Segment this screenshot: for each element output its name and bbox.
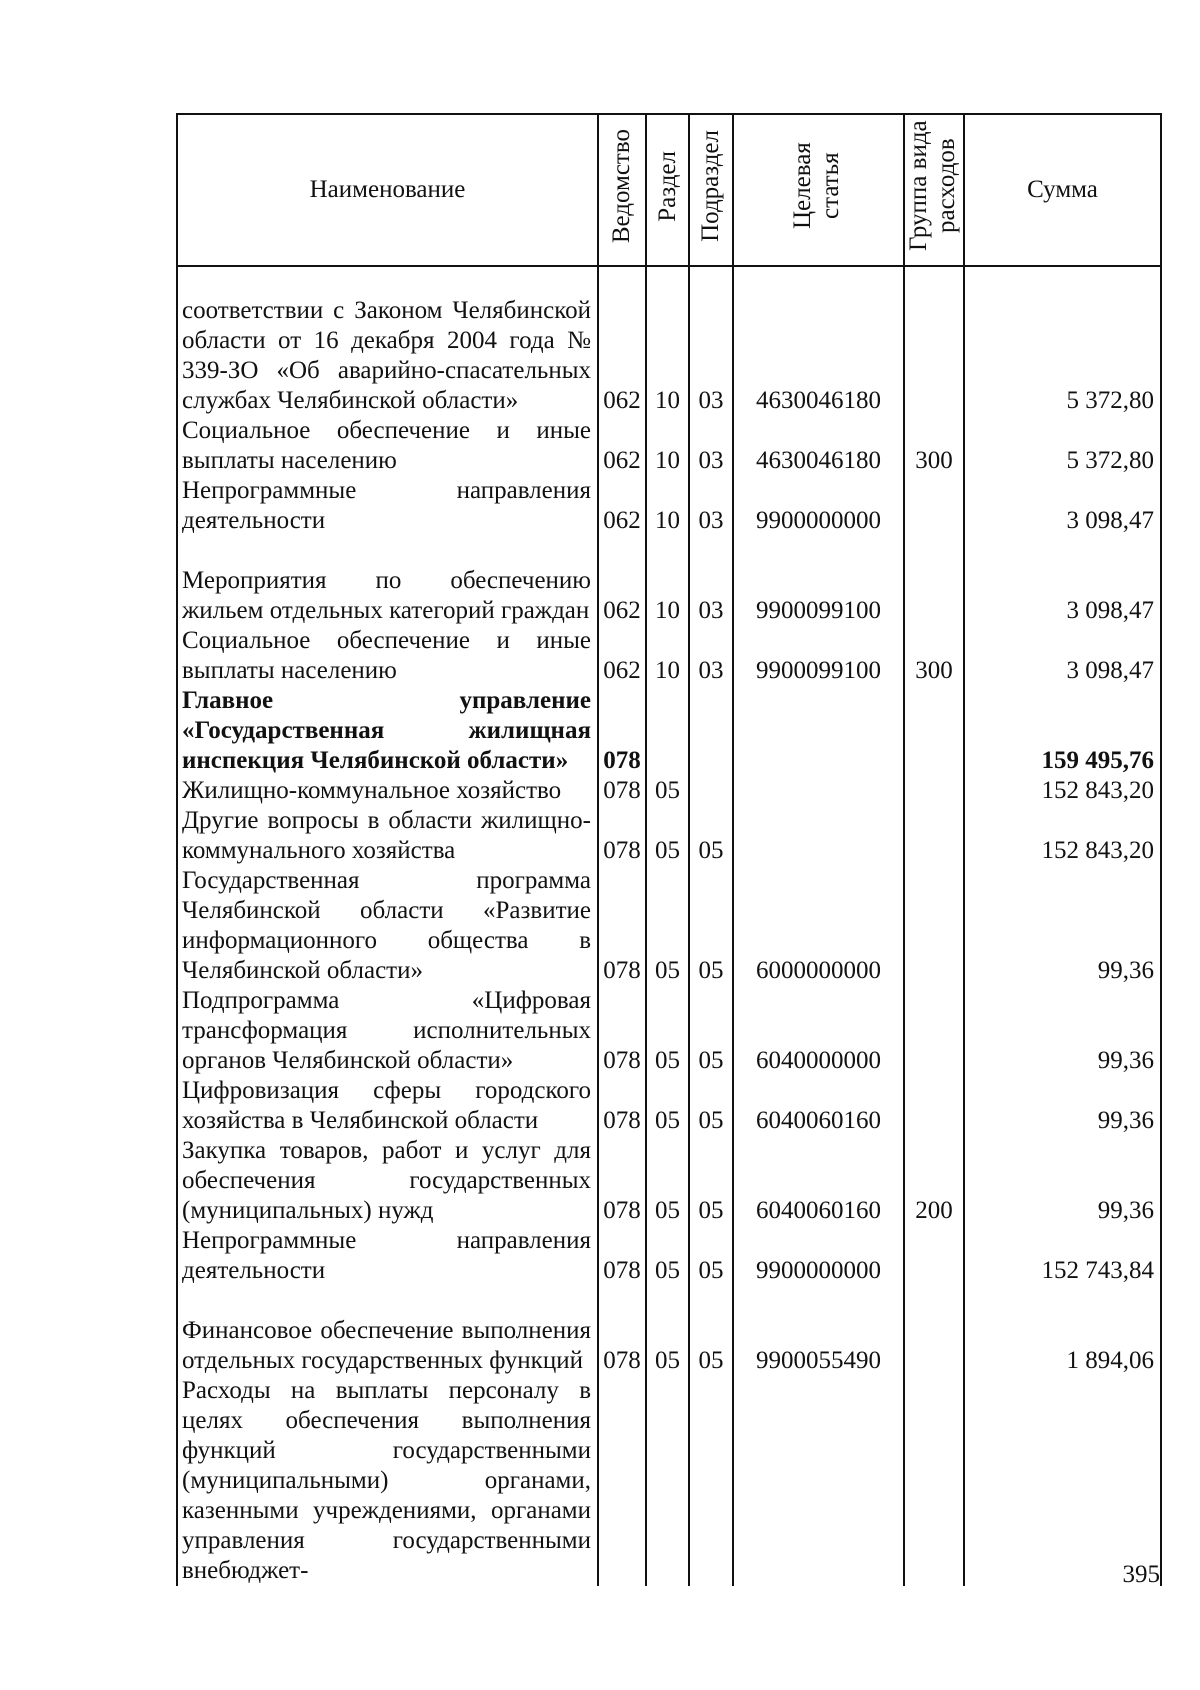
cell-pod: 05	[689, 986, 733, 1076]
cell-cel: 9900055490	[733, 1286, 904, 1376]
cell-raz: 05	[646, 1226, 689, 1286]
cell-raz: 05	[646, 986, 689, 1076]
cell-raz: 05	[646, 1286, 689, 1376]
cell-grp	[904, 266, 964, 416]
cell-pod: 03	[689, 266, 733, 416]
cell-name: Государственная программа Челябинской области «Развитие информационного общества в Челябинской области»	[177, 866, 598, 986]
cell-raz	[646, 686, 689, 776]
cell-name: Социальное обеспечение и иные выплаты населению	[177, 416, 598, 476]
cell-ved: 062	[598, 536, 646, 626]
cell-pod: 05	[689, 1136, 733, 1226]
cell-cel	[733, 686, 904, 776]
cell-ved: 078	[598, 806, 646, 866]
table-row	[177, 1136, 1161, 1226]
cell-pod: 05	[689, 1286, 733, 1376]
cell-cel: 9900099100	[733, 536, 904, 626]
cell-pod	[689, 686, 733, 776]
cell-grp	[904, 866, 964, 986]
header-gruppa: Группа вида расходов	[904, 114, 964, 266]
cell-grp	[904, 686, 964, 776]
cell-ved: 078	[598, 686, 646, 776]
cell-name: Главное управление «Государственная жилищная инспекция Челябинской области»	[177, 686, 598, 776]
cell-name: соответствии с Законом Челябинской области от 16 декабря 2004 года № 339-ЗО «Об аварийно-спасательных службах Челябинской области»	[177, 266, 598, 416]
cell-name: Подпрограмма «Цифровая трансформация исполнительных органов Челябинской области»	[177, 986, 598, 1076]
cell-sum: 152 843,20	[964, 776, 1161, 806]
cell-raz: 05	[646, 1136, 689, 1226]
cell-cel	[733, 1376, 904, 1586]
cell-cel: 6040060160	[733, 1136, 904, 1226]
cell-grp	[904, 776, 964, 806]
cell-pod	[689, 776, 733, 806]
cell-ved: 078	[598, 986, 646, 1076]
cell-ved: 078	[598, 1076, 646, 1136]
cell-sum: 99,36	[964, 1136, 1161, 1226]
cell-name: Непрограммные направления деятельности	[177, 476, 598, 536]
table-row	[177, 776, 1161, 806]
table-row	[177, 986, 1161, 1076]
cell-ved: 078	[598, 1226, 646, 1286]
cell-name: Мероприятия по обеспечению жильем отдельных категорий граждан	[177, 536, 598, 626]
cell-ved: 078	[598, 1136, 646, 1226]
cell-cel: 9900000000	[733, 476, 904, 536]
cell-cel: 9900000000	[733, 1226, 904, 1286]
cell-grp	[904, 476, 964, 536]
cell-pod: 05	[689, 1226, 733, 1286]
cell-raz	[646, 1376, 689, 1586]
cell-ved: 078	[598, 776, 646, 806]
cell-pod: 05	[689, 806, 733, 866]
cell-grp	[904, 806, 964, 866]
cell-cel	[733, 776, 904, 806]
cell-raz: 05	[646, 806, 689, 866]
cell-raz: 10	[646, 476, 689, 536]
cell-raz: 10	[646, 266, 689, 416]
cell-sum	[964, 1376, 1161, 1586]
cell-grp: 300	[904, 416, 964, 476]
table-row	[177, 416, 1161, 476]
cell-grp	[904, 986, 964, 1076]
cell-sum: 159 495,76	[964, 686, 1161, 776]
cell-sum: 152 843,20	[964, 806, 1161, 866]
cell-ved: 062	[598, 266, 646, 416]
cell-grp: 300	[904, 626, 964, 686]
table-row	[177, 626, 1161, 686]
cell-name: Другие вопросы в области жилищно-коммунального хозяйства	[177, 806, 598, 866]
cell-ved: 062	[598, 626, 646, 686]
cell-raz: 10	[646, 626, 689, 686]
cell-sum: 99,36	[964, 986, 1161, 1076]
table-header-row	[177, 114, 1161, 266]
cell-pod: 03	[689, 416, 733, 476]
cell-ved	[598, 1376, 646, 1586]
cell-ved: 078	[598, 1286, 646, 1376]
table-row	[177, 1226, 1161, 1286]
table-row	[177, 686, 1161, 776]
table-row	[177, 1376, 1161, 1586]
cell-name: Социальное обеспечение и иные выплаты населению	[177, 626, 598, 686]
table-row	[177, 536, 1161, 626]
cell-pod	[689, 1376, 733, 1586]
cell-grp	[904, 1076, 964, 1136]
cell-grp	[904, 536, 964, 626]
cell-raz: 05	[646, 866, 689, 986]
cell-name: Цифровизация сферы городского хозяйства в Челябинской области	[177, 1076, 598, 1136]
cell-ved: 078	[598, 866, 646, 986]
cell-sum: 3 098,47	[964, 536, 1161, 626]
cell-pod: 03	[689, 626, 733, 686]
cell-sum: 99,36	[964, 1076, 1161, 1136]
cell-sum: 3 098,47	[964, 626, 1161, 686]
cell-sum: 1 894,06	[964, 1286, 1161, 1376]
cell-raz: 10	[646, 536, 689, 626]
cell-pod: 05	[689, 1076, 733, 1136]
table-row	[177, 266, 1161, 416]
cell-raz: 10	[646, 416, 689, 476]
cell-name: Непрограммные направления деятельности	[177, 1226, 598, 1286]
cell-cel	[733, 806, 904, 866]
cell-cel: 6040000000	[733, 986, 904, 1076]
table-row	[177, 1076, 1161, 1136]
page-number: 395	[1122, 1561, 1160, 1588]
header-podrazdel: Подраздел	[689, 114, 733, 266]
cell-ved: 062	[598, 416, 646, 476]
cell-name: Закупка товаров, работ и услуг для обеспечения государственных (муниципальных) нужд	[177, 1136, 598, 1226]
cell-name: Расходы на выплаты персоналу в целях обеспечения выполнения функций государственными (муниципальными) органами, казенными учреждениями, органами управления государственными внебюджет-	[177, 1376, 598, 1586]
header-ved: Ведомство	[598, 114, 646, 266]
table-row	[177, 476, 1161, 536]
cell-cel: 9900099100	[733, 626, 904, 686]
cell-grp	[904, 1226, 964, 1286]
cell-name: Жилищно-коммунальное хозяйство	[177, 776, 598, 806]
cell-name: Финансовое обеспечение выполнения отдельных государственных функций	[177, 1286, 598, 1376]
cell-cel: 4630046180	[733, 416, 904, 476]
cell-sum: 3 098,47	[964, 476, 1161, 536]
header-celevaya: Целевая статья	[733, 114, 904, 266]
cell-pod: 03	[689, 536, 733, 626]
header-name: Наименование	[177, 114, 598, 266]
cell-cel: 6000000000	[733, 866, 904, 986]
cell-pod: 05	[689, 866, 733, 986]
cell-raz: 05	[646, 776, 689, 806]
cell-cel: 6040060160	[733, 1076, 904, 1136]
cell-grp	[904, 1286, 964, 1376]
cell-sum: 5 372,80	[964, 266, 1161, 416]
table-row	[177, 866, 1161, 986]
cell-pod: 03	[689, 476, 733, 536]
header-razdel: Раздел	[646, 114, 689, 266]
cell-grp: 200	[904, 1136, 964, 1226]
cell-sum: 5 372,80	[964, 416, 1161, 476]
cell-raz: 05	[646, 1076, 689, 1136]
cell-cel: 4630046180	[733, 266, 904, 416]
table-row	[177, 806, 1161, 866]
budget-table	[176, 113, 1162, 1586]
cell-sum: 152 743,84	[964, 1226, 1161, 1286]
cell-ved: 062	[598, 476, 646, 536]
cell-grp	[904, 1376, 964, 1586]
table-row	[177, 1286, 1161, 1376]
header-summa: Сумма	[964, 114, 1161, 266]
cell-sum: 99,36	[964, 866, 1161, 986]
